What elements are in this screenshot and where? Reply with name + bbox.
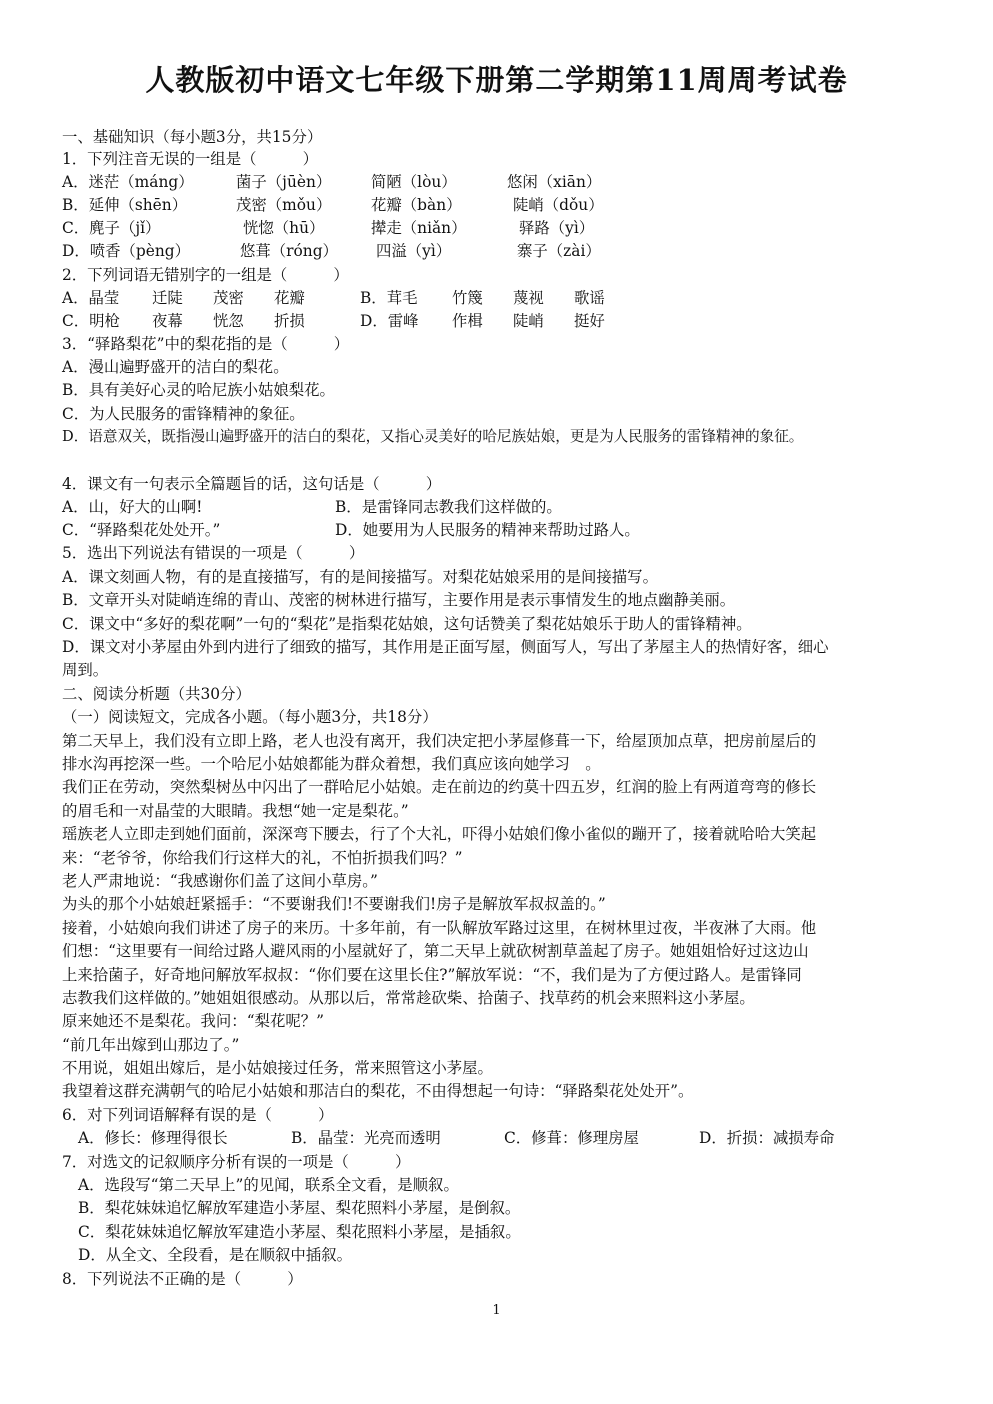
question-stem: 7．对选文的记叙顺序分析有误的一项是（ ） (62, 1153, 411, 1171)
option-text: C．修葺：修理房屋 (504, 1129, 639, 1147)
option-text: A．晶莹 (62, 289, 120, 307)
option-text: 花瓣（bàn） (371, 196, 462, 214)
question-stem: 8．下列说法不正确的是（ ） (62, 1270, 303, 1288)
option-text: D．她要用为人民服务的精神来帮助过路人。 (335, 521, 640, 539)
option-text: A．课文刻画人物，有的是直接描写，有的是间接描写。对梨花姑娘采用的是间接描写。 (62, 568, 658, 586)
option-text: 歌谣 (574, 289, 605, 307)
passage-line: 原来她还不是梨花。我问：“梨花呢？” (62, 1012, 324, 1030)
passage-line: 瑶族老人立即走到她们面前，深深弯下腰去，行了个大礼，吓得小姑娘们像小雀似的蹦开了，接着就哈哈大笑起 (62, 825, 817, 843)
question-stem: 6．对下列词语解释有误的是（ ） (62, 1106, 334, 1124)
option-text: A．山，好大的山啊! (62, 498, 203, 516)
option-text: 恍惚（hū） (243, 219, 325, 237)
option-text: 茂密 (213, 289, 244, 307)
question-stem: 2．下列词语无错别字的一组是（ ） (62, 266, 349, 284)
option-text: 花瓣 (274, 289, 305, 307)
option-text: 竹篾 (452, 289, 483, 307)
option-text: 陡峭（dǒu） (513, 196, 604, 214)
option-text: D．雷峰 (360, 312, 419, 330)
option-text: D．喷香（pèng） (62, 242, 191, 260)
option-text: C．麂子（jǐ） (62, 219, 161, 237)
passage-line: 接着，小姑娘向我们讲述了房子的来历。十多年前，有一队解放军路过这里，在树林里过夜，半夜淋了大雨。他 (62, 919, 817, 937)
option-text: C．“驿路梨花处处开。” (62, 521, 221, 539)
option-text: B．延伸（shēn） (62, 196, 188, 214)
option-text: 夜幕 (152, 312, 183, 330)
option-text: 悠葺（róng） (240, 242, 338, 260)
passage-line: 我望着这群充满朝气的哈尼小姑娘和那洁白的梨花，不由得想起一句诗：“驿路梨花处处开”。 (62, 1082, 694, 1100)
option-text: D．课文对小茅屋由外到内进行了细致的描写，其作用是正面写屋，侧面写人，写出了茅屋主人的热情好客，细心 (62, 638, 829, 656)
option-text: A．漫山遍野盛开的洁白的梨花。 (62, 358, 289, 376)
option-text: 四溢（yì） (376, 242, 452, 260)
option-text: 茂密（mǒu） (236, 196, 332, 214)
passage-line: 志教我们这样做的。”她姐姐很感动。从那以后，常常趁砍柴、拾菌子、找草药的机会来照料这小茅屋。 (62, 989, 755, 1007)
option-text: C．课文中“多好的梨花啊”一句的“梨花”是指梨花姑娘，这句话赞美了梨花姑娘乐于助人的雷锋精神。 (62, 615, 752, 633)
page-title: 人教版初中语文七年级下册第二学期第11周周考试卷 (145, 63, 848, 97)
option-text: 寨子（zài） (517, 242, 601, 260)
option-text: 迁陡 (152, 289, 183, 307)
passage-line: 为头的那个小姑娘赶紧摇手：“不要谢我们!不要谢我们!房子是解放军叔叔盖的。” (62, 895, 606, 913)
option-text: 作楫 (452, 312, 483, 330)
option-text: 挺好 (574, 312, 605, 330)
option-text: 悠闲（xiān） (507, 173, 602, 191)
option-text: 折损 (274, 312, 305, 330)
option-text: D．折损：减损寿命 (699, 1129, 835, 1147)
passage-line: “前几年出嫁到山那边了。” (62, 1036, 240, 1054)
option-text: D．从全文、全段看，是在顺叙中插叙。 (78, 1246, 352, 1264)
option-text: B．梨花妹妹追忆解放军建造小茅屋、梨花照料小茅屋，是倒叙。 (78, 1199, 521, 1217)
option-text: 蔑视 (513, 289, 544, 307)
question-stem: 1．下列注音无误的一组是（ ） (62, 150, 319, 168)
option-text: C．为人民服务的雷锋精神的象征。 (62, 405, 305, 423)
page-number: 1 (492, 1303, 501, 1318)
passage-line: 来：“老爷爷，你给我们行这样大的礼，不怕折损我们吗？” (62, 849, 463, 867)
passage-line: 老人严肃地说：“我感谢你们盖了这间小草房。” (62, 872, 378, 890)
question-stem: 3．“驿路梨花”中的梨花指的是（ ） (62, 335, 350, 353)
option-text: 陡峭 (513, 312, 544, 330)
question-stem: 5．选出下列说法有错误的一项是（ ） (62, 544, 365, 562)
passage-line: 排水沟再挖深一些。一个哈尼小姑娘都能为群众着想，我们真应该向她学习 。 (62, 755, 601, 773)
passage-line: 的眉毛和一对晶莹的大眼睛。我想“她一定是梨花。” (62, 802, 409, 820)
option-text: B．具有美好心灵的哈尼族小姑娘梨花。 (62, 381, 335, 399)
option-text: A．迷茫（máng） (62, 173, 194, 191)
option-text: A．修长：修理得很长 (78, 1129, 228, 1147)
passage-line: 上来拾菌子，好奇地问解放军叔叔：“你们要在这里长住?”解放军说：“不，我们是为了方便过路人。是雷锋同 (62, 966, 802, 984)
option-text: C．明枪 (62, 312, 120, 330)
option-text: B．晶莹：光亮而透明 (291, 1129, 441, 1147)
passage-line: 不用说，姐姐出嫁后，是小姑娘接过任务，常来照管这小茅屋。 (62, 1059, 493, 1077)
passage-line: 我们正在劳动，突然梨树丛中闪出了一群哈尼小姑娘。走在前边的约莫十四五岁，红润的脸上有两道弯弯的修长 (62, 778, 817, 796)
option-text: 简陋（lòu） (371, 173, 457, 191)
option-text: A．选段写“第二天早上”的见闻，联系全文看，是顺叙。 (78, 1176, 459, 1194)
option-text: B．文章开头对陡峭连绵的青山、茂密的树林进行描写，主要作用是表示事情发生的地点幽静美丽。 (62, 591, 736, 609)
section-heading: 一、基础知识（每小题3分，共15分） (62, 128, 323, 146)
option-text: 恍忽 (213, 312, 244, 330)
section-heading: 二、阅读分析题（共30分） (62, 685, 251, 703)
option-text: 周到。 (62, 661, 109, 679)
option-text: D．语意双关，既指漫山遍野盛开的洁白的梨花，又指心灵美好的哈尼族姑娘，更是为人民服务的雷锋精神的象征。 (62, 428, 804, 445)
option-text: C．梨花妹妹追忆解放军建造小茅屋、梨花照料小茅屋，是插叙。 (78, 1223, 521, 1241)
passage-line: 们想：“这里要有一间给过路人避风雨的小屋就好了，第二天早上就砍树割草盖起了房子。她姐姐恰好过这边山 (62, 942, 809, 960)
option-text: B．是雷锋同志教我们这样做的。 (335, 498, 562, 516)
option-text: 驿路（yì） (519, 219, 595, 237)
part-heading: （一）阅读短文，完成各小题。（每小题3分，共18分） (62, 708, 438, 726)
question-stem: 4．课文有一句表示全篇题旨的话，这句话是（ ） (62, 475, 442, 493)
option-text: 菌子（jūèn） (236, 173, 332, 191)
passage-line: 第二天早上，我们没有立即上路，老人也没有离开，我们决定把小茅屋修葺一下，给屋顶加点草，把房前屋后的 (62, 732, 817, 750)
option-text: 撵走（niǎn） (371, 219, 467, 237)
option-text: B．茸毛 (360, 289, 418, 307)
